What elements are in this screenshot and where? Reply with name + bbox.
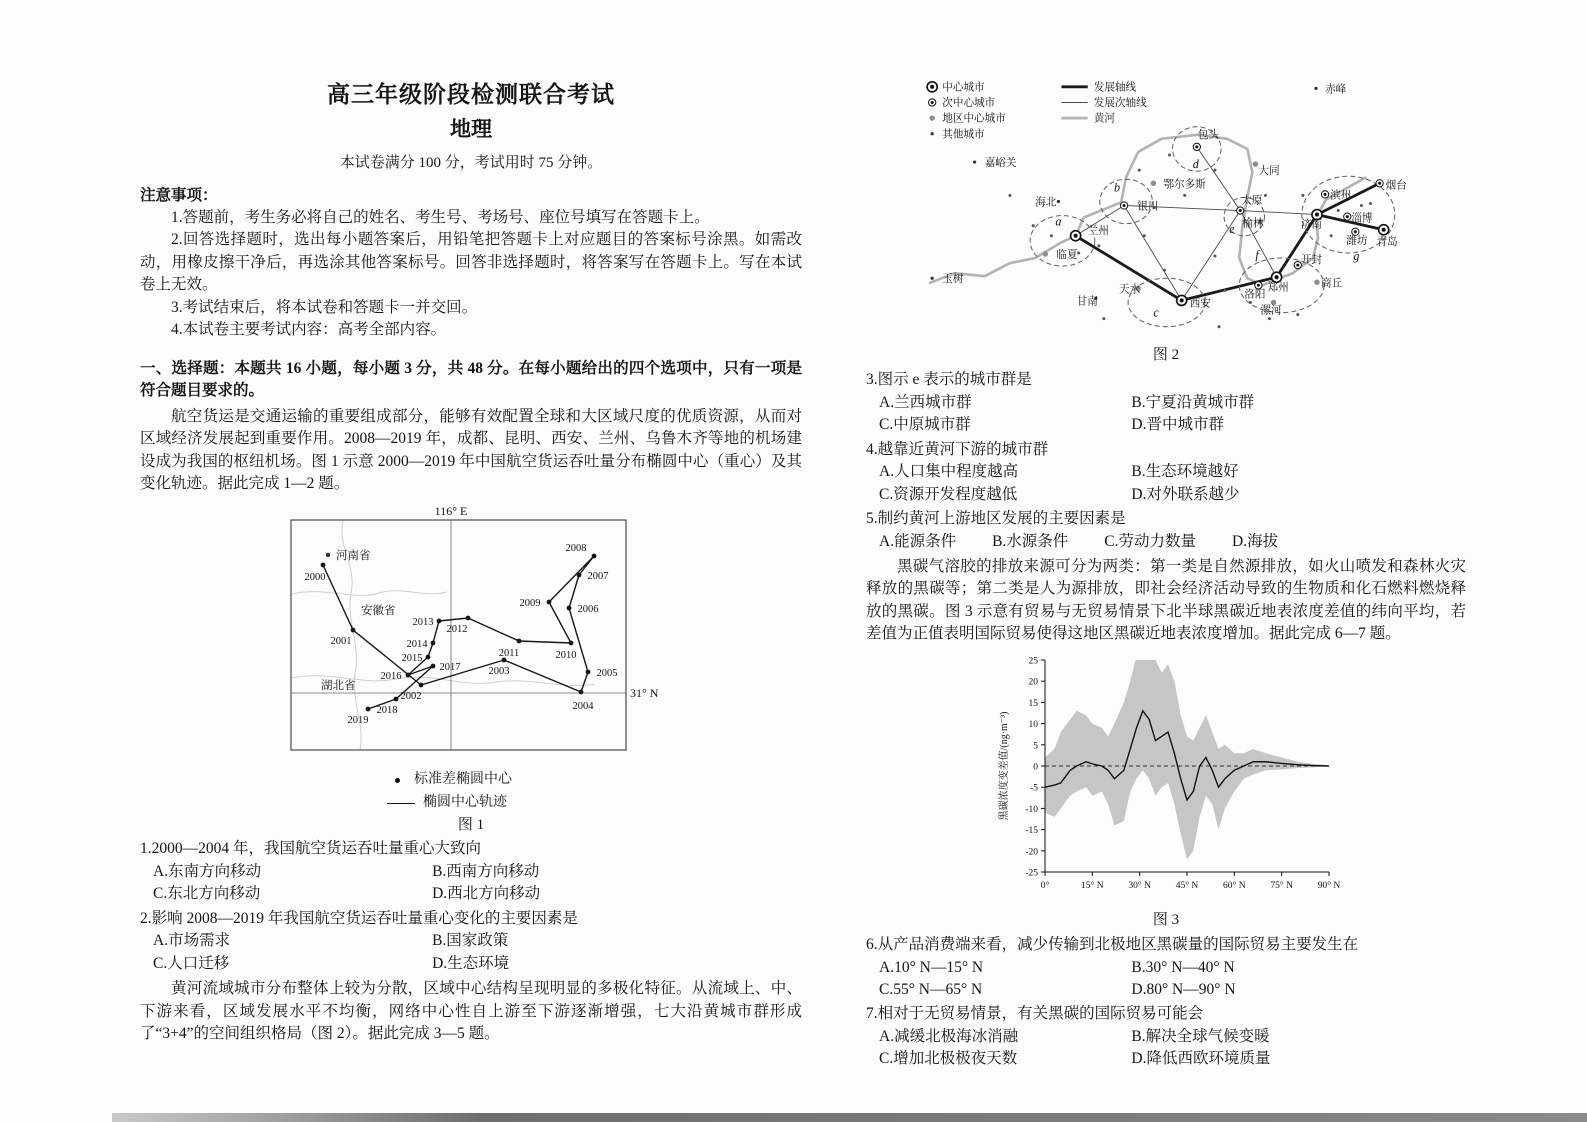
svg-text:包头: 包头 <box>1197 129 1219 141</box>
question-1-option-b: B.西南方向移动 <box>432 862 540 880</box>
svg-text:2002: 2002 <box>400 690 422 702</box>
svg-text:甘南: 甘南 <box>1076 296 1098 308</box>
question-6-option-a: A.10° N—15° N <box>879 958 984 976</box>
question-4-stem: 4.越靠近黄河下游的城市群 <box>866 440 1049 458</box>
svg-text:45° N: 45° N <box>1175 880 1199 891</box>
figure-3 <box>866 652 1466 932</box>
ellipse-center-point <box>577 572 582 577</box>
passage-1: 航空货运是交通运输的重要组成部分，能够有效配置全球和大区域尺度的优质资源，从而对区域经济发展起到重要作用。2008—2019 年，成都、昆明、西安、兰州、乌鲁木齐等地的机场建设成为我国的枢纽机场。图 1 示意 2000—2019 年中国航空货运吞吐量分布椭圆中心（重心）及其变化轨迹。据此完成 1—2 题。 <box>140 407 802 493</box>
question-2-options <box>140 930 802 975</box>
other-city-dot <box>1031 224 1034 227</box>
svg-text:银川: 银川 <box>1136 201 1158 213</box>
svg-text:-20: -20 <box>1025 847 1038 858</box>
ellipse-center-point <box>431 640 436 645</box>
question-1-option-c: C.东北方向移动 <box>153 885 261 903</box>
svg-text:31° N: 31° N <box>630 685 659 700</box>
svg-text:a: a <box>1054 214 1061 229</box>
svg-text:青岛: 青岛 <box>1376 236 1398 248</box>
notice-item-4: 4.本试卷主要考试内容：高考全部内容。 <box>171 321 447 339</box>
concentration-band <box>1045 652 1329 859</box>
svg-text:郑州: 郑州 <box>1267 282 1289 294</box>
question-5-stem: 5.制约黄河上游地区发展的主要因素是 <box>866 510 1126 528</box>
figure1-legend-label: 椭圆中心轨迹 <box>423 795 507 811</box>
svg-text:安徽省: 安徽省 <box>361 604 396 617</box>
question-7 <box>866 1003 1466 1070</box>
other-city-dot <box>1049 234 1052 237</box>
question-7-option-a: A.减缓北极海冰消融 <box>879 1027 1019 1045</box>
question-1 <box>140 838 802 905</box>
svg-text:f: f <box>1254 248 1259 263</box>
question-3-option-d: D.晋中城市群 <box>1131 416 1224 434</box>
svg-text:2001: 2001 <box>330 635 352 647</box>
svg-text:15: 15 <box>1028 698 1038 709</box>
question-2-stem: 2.影响 2008—2019 年我国航空货运吞吐量重心变化的主要因素是 <box>140 909 578 927</box>
figure1-map <box>281 502 661 760</box>
exam-meta: 本试卷满分 100 分，考试用时 75 分钟。 <box>339 154 603 171</box>
other-city-dot <box>1329 234 1332 237</box>
question-6-options <box>866 957 1466 1002</box>
other-city-dot <box>1213 169 1216 172</box>
svg-text:临夏: 临夏 <box>1055 250 1078 262</box>
ellipse-center-point <box>569 640 574 645</box>
question-1-option-a: A.东南方向移动 <box>153 862 262 880</box>
svg-text:2004: 2004 <box>572 700 594 712</box>
other-city-dot <box>1223 289 1226 292</box>
svg-text:中心城市: 中心城市 <box>941 82 985 94</box>
question-1-stem: 1.2000—2004 年，我国航空货运吞吐量重心大致向 <box>140 840 482 858</box>
question-2-option-c: C.人口迁移 <box>153 954 230 972</box>
ellipse-center-point <box>579 689 584 694</box>
other-city-dot <box>1008 194 1011 197</box>
ellipse-center-point <box>466 615 471 620</box>
svg-text:2012: 2012 <box>446 623 468 635</box>
svg-text:发展轴线: 发展轴线 <box>1093 82 1136 94</box>
ellipse-center-point <box>366 706 371 711</box>
svg-text:5: 5 <box>1033 741 1038 752</box>
svg-text:济南: 济南 <box>1300 219 1322 231</box>
svg-text:漯河: 漯河 <box>1259 305 1282 317</box>
notice-heading: 注意事项： <box>140 186 218 204</box>
figure-2 <box>866 76 1466 367</box>
passage-3: 黑碳气溶胶的排放来源可分为两类：第一类是自然源排放，如火山喷发和森林火灾释放的黑碳等；第二类是人为源排放，即社会经济活动导致的生物质和化石燃料燃烧释放的黑碳。图 3 示意有贸易与无贸易情景下北半球黑碳近地表浓度差值的纬向平均，若差值为正值表明国际贸易使得这地区黑碳近地表浓度增加。据此完成 6—7 题。 <box>866 557 1466 643</box>
svg-text:2005: 2005 <box>596 667 618 679</box>
ellipse-center-point <box>547 599 552 604</box>
other-city-dot <box>1097 244 1100 247</box>
svg-text:开封: 开封 <box>1300 255 1322 267</box>
svg-text:0: 0 <box>1033 762 1038 773</box>
ellipse-center-point <box>351 627 356 632</box>
other-city-dot <box>1137 169 1140 172</box>
svg-text:其他城市: 其他城市 <box>941 129 985 141</box>
notice-item-1: 1.答题前，考生务必将自己的姓名、考生号、考场号、座位号填写在答题卡上。 <box>171 209 710 226</box>
question-2 <box>140 908 802 975</box>
figure1-caption: 图 1 <box>457 816 485 833</box>
svg-text:15° N: 15° N <box>1081 880 1104 891</box>
svg-text:2014: 2014 <box>406 638 428 650</box>
figure1-legend-row <box>387 793 555 813</box>
ellipse-center-point <box>567 605 572 610</box>
figure-1 <box>140 502 802 837</box>
question-7-stem: 7.相对于无贸易情景，有关黑碳的国际贸易可能会 <box>866 1005 1204 1023</box>
question-3-option-a: A.兰西城市群 <box>879 393 972 411</box>
svg-text:2000: 2000 <box>304 571 326 583</box>
svg-text:2008: 2008 <box>565 542 587 554</box>
svg-text:洛阳: 洛阳 <box>1243 289 1265 301</box>
svg-text:河南省: 河南省 <box>336 549 371 562</box>
svg-text:0°: 0° <box>1040 880 1050 891</box>
question-5-option-d: D.海拔 <box>1232 532 1279 550</box>
ellipse-center-point <box>592 553 597 558</box>
question-3-options <box>866 392 1466 437</box>
svg-text:地区中心城市: 地区中心城市 <box>941 113 1006 125</box>
question-7-option-d: D.降低西欧环境质量 <box>1131 1050 1271 1068</box>
ellipse-center-point <box>321 562 326 567</box>
svg-text:90° N: 90° N <box>1317 880 1341 891</box>
question-4-options <box>866 461 1466 506</box>
exam-title: 高三年级阶段检测联合考试 <box>327 82 615 107</box>
svg-text:2010: 2010 <box>555 649 577 661</box>
other-city-dot <box>1168 153 1171 156</box>
svg-text:-5: -5 <box>1030 783 1038 794</box>
svg-text:d: d <box>1192 157 1199 172</box>
svg-text:榆林: 榆林 <box>1241 218 1263 230</box>
question-2-option-d: D.生态环境 <box>432 954 510 972</box>
other-city-dot <box>1102 317 1105 320</box>
svg-text:黑碳浓度变差值/(ng·m⁻³): 黑碳浓度变差值/(ng·m⁻³) <box>999 711 1010 821</box>
question-6 <box>866 934 1466 1001</box>
svg-text:烟台: 烟台 <box>1385 180 1407 192</box>
question-1-option-d: D.西北方向移动 <box>432 885 541 903</box>
svg-text:玉树: 玉树 <box>941 274 963 286</box>
scan-artifact-bottom-edge <box>112 1113 1587 1122</box>
svg-text:发展次轴线: 发展次轴线 <box>1093 98 1147 110</box>
question-2-option-b: B.国家政策 <box>432 932 509 950</box>
ellipse-center-point <box>394 696 399 701</box>
figure3-chart <box>991 652 1341 902</box>
section-heading: 一、选择题：本题共 16 小题，每小题 3 分，共 48 分。在每小题给出的四个选项中，只有一项是符合题目要求的。 <box>140 359 802 400</box>
other-city-dot <box>1268 317 1271 320</box>
other-city-dot <box>1369 202 1372 205</box>
question-5-option-b: B.水源条件 <box>992 532 1069 550</box>
svg-text:2011: 2011 <box>498 647 520 659</box>
question-4-option-d: D.对外联系越少 <box>1131 485 1240 503</box>
svg-text:e: e <box>1228 221 1234 236</box>
svg-text:-25: -25 <box>1025 868 1038 879</box>
trajectory-line-icon <box>387 803 415 804</box>
svg-text:西安: 西安 <box>1189 298 1211 310</box>
question-6-stem: 6.从产品消费端来看，减少传输到北极地区黑碳量的国际贸易主要发生在 <box>866 936 1359 954</box>
svg-text:淄博: 淄博 <box>1350 213 1373 225</box>
svg-text:兰州: 兰州 <box>1087 225 1109 237</box>
svg-text:116° E: 116° E <box>434 503 468 518</box>
notice-item-3: 3.考试结束后，将本试卷和答题卡一并交回。 <box>171 298 478 316</box>
ellipse-center-point <box>586 669 591 674</box>
svg-text:-15: -15 <box>1025 825 1038 836</box>
svg-text:20: 20 <box>1028 677 1038 688</box>
question-3-option-c: C.中原城市群 <box>879 416 971 434</box>
question-5-option-c: C.劳动力数量 <box>1104 532 1197 550</box>
secondary-axis-line <box>1240 211 1317 215</box>
svg-text:次中心城市: 次中心城市 <box>941 98 995 110</box>
svg-text:潍坊: 潍坊 <box>1345 235 1367 247</box>
right-column <box>866 70 1466 1071</box>
question-4-option-c: C.资源开发程度越低 <box>879 485 1018 503</box>
svg-text:2016: 2016 <box>380 670 402 682</box>
svg-text:太原: 太原 <box>1240 195 1262 207</box>
question-3-option-b: B.宁夏沿黄城市群 <box>1131 393 1255 411</box>
exam-subject: 地理 <box>450 117 492 142</box>
svg-text:大同: 大同 <box>1257 166 1280 178</box>
svg-text:2009: 2009 <box>519 597 541 609</box>
question-7-options <box>866 1026 1466 1071</box>
figure1-legend-row <box>387 770 555 790</box>
svg-text:c: c <box>1152 305 1159 320</box>
figure2-caption: 图 2 <box>1152 347 1180 364</box>
svg-text:湖北省: 湖北省 <box>321 679 356 692</box>
notice-item-2: 2.回答选择题时，选出每小题答案后，用铅笔把答题卡上对应题目的答案标号涂黑。如需改动，用橡皮擦干净后，再选涂其他答案标号。回答非选择题时，将答案写在答题卡上。写在本试卷上无效。 <box>140 231 802 294</box>
other-city-dot <box>1336 209 1339 212</box>
other-city-dot <box>1263 194 1266 197</box>
question-2-option-a: A.市场需求 <box>153 932 231 950</box>
question-5-options <box>866 531 1466 553</box>
question-3-stem: 3.图示 e 表示的城市群是 <box>866 371 1032 389</box>
svg-text:鄂尔多斯: 鄂尔多斯 <box>1162 179 1206 191</box>
svg-text:2019: 2019 <box>347 714 369 726</box>
svg-text:b: b <box>1113 180 1120 195</box>
svg-text:赤峰: 赤峰 <box>1324 84 1346 96</box>
other-city-dot <box>1296 313 1299 316</box>
svg-text:2003: 2003 <box>488 665 510 677</box>
question-6-option-c: C.55° N—65° N <box>879 981 983 998</box>
figure2-map <box>914 76 1419 337</box>
question-7-option-b: B.解决全球气候变暖 <box>1131 1027 1270 1045</box>
svg-text:-10: -10 <box>1025 804 1038 815</box>
question-6-option-b: B.30° N—40° N <box>1131 958 1235 976</box>
svg-text:2017: 2017 <box>439 661 461 673</box>
svg-text:75° N: 75° N <box>1270 880 1293 891</box>
figure1-legend-label: 标准差椭圆中心 <box>414 772 512 788</box>
svg-text:30° N: 30° N <box>1128 880 1151 891</box>
ellipse-center-icon <box>395 778 400 783</box>
question-6-option-d: D.80° N—90° N <box>1131 981 1236 998</box>
other-city-dot <box>1359 204 1362 207</box>
question-5-option-a: A.能源条件 <box>879 532 957 550</box>
other-city-dot <box>1217 325 1220 328</box>
left-column <box>140 78 802 1046</box>
svg-text:2007: 2007 <box>587 570 609 582</box>
other-city-dot <box>1213 254 1216 257</box>
figure3-caption: 图 3 <box>1152 912 1180 929</box>
svg-text:嘉峪关: 嘉峪关 <box>984 158 1016 170</box>
question-5 <box>866 508 1466 553</box>
svg-text:g: g <box>1352 249 1359 264</box>
ellipse-center-point <box>431 663 436 668</box>
fig1-content <box>291 504 659 750</box>
svg-text:25: 25 <box>1028 656 1038 667</box>
svg-text:2018: 2018 <box>376 704 398 716</box>
other-city-dot <box>1248 301 1251 304</box>
svg-text:60° N: 60° N <box>1223 880 1246 891</box>
question-1-options <box>140 861 802 906</box>
svg-text:黄河: 黄河 <box>1093 113 1115 125</box>
question-4 <box>866 439 1466 506</box>
ellipse-center-point <box>419 682 424 687</box>
other-city-dot <box>1162 269 1165 272</box>
svg-text:滨州: 滨州 <box>1329 190 1351 202</box>
question-7-option-c: C.增加北极极夜天数 <box>879 1050 1018 1068</box>
svg-text:10: 10 <box>1028 719 1038 730</box>
svg-text:海北: 海北 <box>1034 197 1056 209</box>
svg-text:天水: 天水 <box>1118 284 1140 296</box>
ellipse-center-point <box>406 672 411 677</box>
other-city-dot <box>1183 194 1186 197</box>
svg-text:2006: 2006 <box>577 603 599 615</box>
svg-text:2013: 2013 <box>412 616 434 628</box>
ellipse-center-point <box>437 618 442 623</box>
ellipse-center-point <box>517 638 522 643</box>
passage-2: 黄河流域城市分布整体上较为分散，区域中心结构呈现明显的多极化特征。从流域上、中、下游来看，区域发展水平不均衡，网络中心性自上游至下游逐渐增强，七大沿黄城市群形成了“3+4”的空间组织格局（图 2）。据此完成 3—5 题。 <box>140 980 802 1043</box>
question-3 <box>866 369 1466 436</box>
svg-text:商丘: 商丘 <box>1320 278 1342 290</box>
question-4-option-a: A.人口集中程度越高 <box>879 463 1019 481</box>
ellipse-center-point <box>426 654 431 659</box>
other-city-dot <box>1301 194 1304 197</box>
svg-text:2015: 2015 <box>401 652 423 664</box>
question-4-option-b: B.生态环境越好 <box>1131 463 1239 481</box>
other-city-dot <box>1142 234 1145 237</box>
figure1-legend <box>387 770 555 814</box>
